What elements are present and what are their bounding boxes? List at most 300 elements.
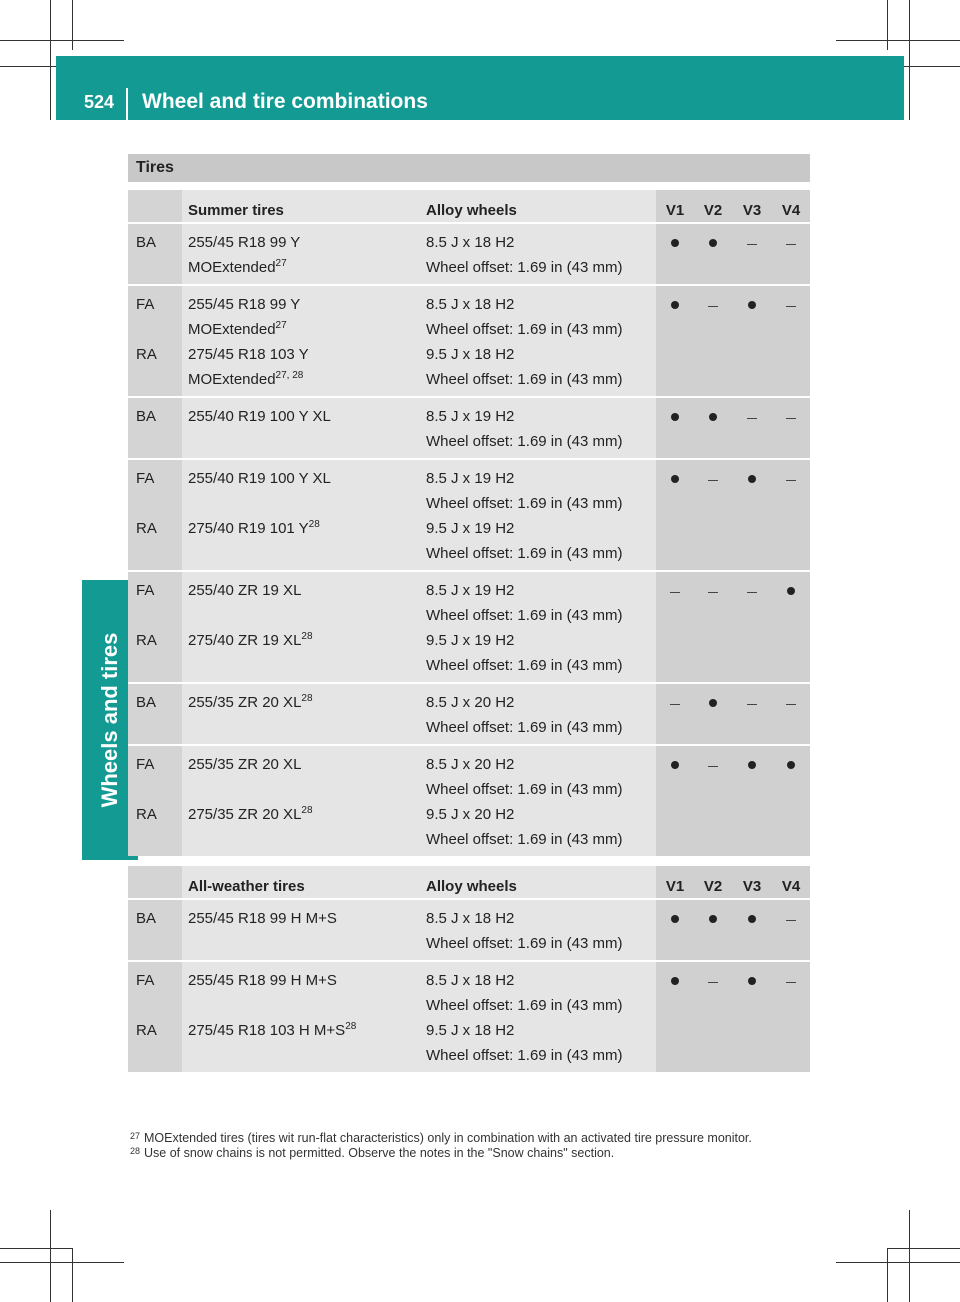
- axle-label: BA: [136, 234, 157, 251]
- dot-icon: [671, 915, 679, 923]
- table-row: [128, 222, 810, 284]
- side-tab-label: Wheels and tires: [97, 632, 122, 808]
- cell-content: [772, 684, 810, 709]
- footnote-text: MOExtended tires (tires wit run-flat characteristics) only in combination with an activated tire pressure monitor.: [144, 1131, 752, 1145]
- variant-cell-v2: [694, 396, 732, 458]
- cell-content: [426, 962, 656, 1070]
- cell-content: [656, 224, 694, 251]
- header-tire-type: All-weather tires: [182, 866, 420, 898]
- crop-mark: [909, 1210, 910, 1302]
- dot-icon: [671, 761, 679, 769]
- tire-cell: [182, 570, 420, 682]
- dot-icon: [671, 475, 679, 483]
- variant-cell-v1: [656, 458, 694, 570]
- tire-size: 255/40 R19 100 Y XL: [188, 408, 331, 425]
- cell-content: [656, 900, 694, 927]
- wheel-line: 8.5 J x 18 H2: [426, 296, 515, 313]
- dot-icon: [709, 699, 717, 707]
- dot-icon: [748, 301, 756, 309]
- axle-label: [136, 543, 182, 568]
- cell-content: [426, 460, 656, 568]
- variant-cell-v2: [694, 222, 732, 284]
- crop-mark: [836, 1262, 960, 1263]
- dash-icon: [708, 766, 718, 767]
- cell-content: [656, 684, 694, 709]
- tire-size: 255/45 R18 99 H M+S: [188, 910, 337, 927]
- wheel-line: Wheel offset: 1.69 in (43 mm): [426, 371, 623, 388]
- cell-content: [188, 460, 420, 543]
- wheel-line: 9.5 J x 19 H2: [426, 632, 515, 649]
- cell-content: [732, 286, 772, 313]
- tire-line: [188, 1020, 420, 1045]
- variant-cell-v1: [656, 284, 694, 396]
- crop-mark: [72, 1248, 73, 1302]
- dash-icon: [786, 244, 796, 245]
- wheel-line: Wheel offset: 1.69 in (43 mm): [426, 545, 623, 562]
- cell-content: [694, 286, 732, 311]
- dot-icon: [787, 761, 795, 769]
- page-number: 524: [84, 92, 115, 112]
- table-row: [128, 682, 810, 744]
- cell-content: [136, 460, 182, 568]
- cell-content: [656, 572, 694, 597]
- cell-content: [656, 962, 694, 989]
- wheel-line: 8.5 J x 18 H2: [426, 910, 515, 927]
- axle-label: BA: [136, 694, 157, 711]
- footnote-ref: 28: [301, 631, 313, 642]
- tire-cell: [182, 744, 420, 856]
- wheel-line: 8.5 J x 19 H2: [426, 582, 515, 599]
- variant-cell-v4: [772, 682, 810, 744]
- dash-icon: [786, 920, 796, 921]
- wheel-cell: [420, 458, 656, 570]
- wheel-line: 8.5 J x 20 H2: [426, 756, 515, 773]
- cell-content: [426, 224, 656, 282]
- page-title: Wheel and tire combinations: [142, 90, 428, 113]
- crop-mark: [0, 66, 60, 67]
- crop-mark: [72, 0, 73, 50]
- axle-label: [136, 493, 182, 518]
- cell-content: [426, 286, 656, 394]
- variant-cell-v1: [656, 222, 694, 284]
- cell-content: [188, 684, 420, 717]
- cell-content: [694, 224, 732, 251]
- cell-content: [656, 746, 694, 773]
- tire-line: [188, 344, 420, 369]
- dot-icon: [748, 761, 756, 769]
- wheel-line: 9.5 J x 18 H2: [426, 1022, 515, 1039]
- crop-mark: [50, 1210, 51, 1302]
- axle-cell: [128, 682, 182, 744]
- wheel-cell: [420, 960, 656, 1072]
- cell-content: [732, 460, 772, 487]
- tire-line: [188, 804, 420, 829]
- axle-cell: [128, 898, 182, 960]
- dash-icon: [786, 306, 796, 307]
- cell-content: [136, 572, 182, 680]
- cell-content: [136, 684, 182, 717]
- cell-content: [772, 460, 810, 485]
- crop-mark: [50, 0, 51, 120]
- tire-line: [188, 518, 420, 543]
- header-v2: V2: [694, 190, 732, 222]
- variant-cell-v3: [732, 570, 772, 682]
- wheel-line: 8.5 J x 18 H2: [426, 234, 515, 251]
- variant-cell-v2: [694, 960, 732, 1072]
- cell-content: [732, 684, 772, 709]
- dot-icon: [709, 915, 717, 923]
- tire-line: [188, 232, 420, 257]
- dot-icon: [787, 587, 795, 595]
- variant-cell-v4: [772, 898, 810, 960]
- tire-line: [188, 754, 420, 779]
- variant-cell-v1: [656, 396, 694, 458]
- variant-cell-v1: [656, 744, 694, 856]
- variant-cell-v2: [694, 898, 732, 960]
- axle-cell: [128, 570, 182, 682]
- dash-icon: [708, 982, 718, 983]
- variant-cell-v1: [656, 570, 694, 682]
- table-header-row: [128, 190, 810, 222]
- tire-cell: [182, 960, 420, 1072]
- axle-label: RA: [136, 520, 157, 537]
- axle-label: BA: [136, 910, 157, 927]
- crop-mark: [0, 1248, 72, 1249]
- axle-label: [136, 655, 182, 680]
- dot-icon: [748, 915, 756, 923]
- crop-mark: [888, 1248, 960, 1249]
- variant-cell-v3: [732, 458, 772, 570]
- tire-size: 275/40 ZR 19 XL: [188, 632, 302, 649]
- cell-content: [188, 900, 420, 933]
- footnote: [130, 1131, 830, 1146]
- variant-cell-v3: [732, 960, 772, 1072]
- footnote-number: 28: [130, 1146, 141, 1156]
- tire-line: [188, 468, 420, 493]
- dot-icon: [671, 977, 679, 985]
- cell-content: [136, 224, 182, 257]
- cell-content: [426, 746, 656, 854]
- wheel-line: Wheel offset: 1.69 in (43 mm): [426, 495, 623, 512]
- axle-label: [136, 369, 182, 394]
- tire-size: 275/40 R19 101 Y: [188, 520, 309, 537]
- variant-cell-v2: [694, 570, 732, 682]
- dash-icon: [747, 592, 757, 593]
- dot-icon: [671, 301, 679, 309]
- header-alloy-wheels: Alloy wheels: [420, 866, 656, 898]
- cell-content: [772, 572, 810, 599]
- axle-cell: [128, 744, 182, 856]
- dash-icon: [747, 244, 757, 245]
- wheel-line: Wheel offset: 1.69 in (43 mm): [426, 321, 623, 338]
- axle-label: BA: [136, 408, 157, 425]
- dash-icon: [708, 592, 718, 593]
- tire-size: 255/35 ZR 20 XL: [188, 756, 302, 773]
- tire-cell: [182, 458, 420, 570]
- wheel-cell: [420, 744, 656, 856]
- cell-content: [656, 398, 694, 425]
- cell-content: [188, 398, 420, 431]
- variant-cell-v3: [732, 396, 772, 458]
- dash-icon: [786, 418, 796, 419]
- dot-icon: [671, 239, 679, 247]
- wheel-line: 8.5 J x 19 H2: [426, 408, 515, 425]
- table-row: [128, 960, 810, 1072]
- wheel-cell: [420, 570, 656, 682]
- header-v4: V4: [772, 866, 810, 898]
- tire-line: [188, 779, 420, 804]
- footnote-text: Use of snow chains is not permitted. Observe the notes in the "Snow chains" section.: [144, 1146, 615, 1160]
- axle-label: [136, 605, 182, 630]
- allweather-tires-table: [128, 866, 810, 1072]
- wheel-line: Wheel offset: 1.69 in (43 mm): [426, 657, 623, 674]
- cell-content: [694, 460, 732, 485]
- cell-content: [188, 224, 420, 282]
- table-row: [128, 570, 810, 682]
- dash-icon: [670, 592, 680, 593]
- tire-size: MOExtended: [188, 259, 276, 276]
- cell-content: [694, 572, 732, 597]
- axle-label: [136, 829, 182, 854]
- tire-size: MOExtended: [188, 371, 276, 388]
- cell-content: [694, 746, 732, 771]
- tire-size: 255/45 R18 99 Y: [188, 296, 301, 313]
- cell-content: [136, 398, 182, 431]
- cell-content: [772, 286, 810, 311]
- cell-content: [426, 684, 656, 742]
- tire-size: MOExtended: [188, 321, 276, 338]
- footnote-ref: 28: [345, 1021, 357, 1032]
- header-blank: [128, 866, 182, 898]
- variant-cell-v4: [772, 744, 810, 856]
- axle-label: [136, 995, 182, 1020]
- wheel-line: Wheel offset: 1.69 in (43 mm): [426, 935, 623, 952]
- tire-size: 275/35 ZR 20 XL: [188, 806, 302, 823]
- wheel-line: 9.5 J x 18 H2: [426, 346, 515, 363]
- table-header-row: [128, 866, 810, 898]
- dash-icon: [786, 480, 796, 481]
- footnotes: [130, 1131, 830, 1161]
- header-v3: V3: [732, 190, 772, 222]
- dot-icon: [748, 977, 756, 985]
- tire-line: [188, 406, 420, 431]
- cell-content: [732, 746, 772, 773]
- variant-cell-v4: [772, 570, 810, 682]
- wheel-line: Wheel offset: 1.69 in (43 mm): [426, 607, 623, 624]
- wheel-line: 8.5 J x 19 H2: [426, 470, 515, 487]
- wheel-cell: [420, 284, 656, 396]
- cell-content: [656, 286, 694, 313]
- wheel-line: 9.5 J x 19 H2: [426, 520, 515, 537]
- cell-content: [136, 900, 182, 933]
- axle-label: RA: [136, 806, 157, 823]
- cell-content: [188, 572, 420, 655]
- cell-content: [732, 962, 772, 989]
- axle-cell: [128, 458, 182, 570]
- cell-content: [188, 746, 420, 829]
- tire-size: 255/35 ZR 20 XL: [188, 694, 302, 711]
- variant-cell-v1: [656, 960, 694, 1072]
- header-tire-type: Summer tires: [182, 190, 420, 222]
- axle-label: FA: [136, 470, 155, 487]
- crop-mark: [887, 0, 888, 50]
- dot-icon: [709, 239, 717, 247]
- axle-cell: [128, 396, 182, 458]
- dash-icon: [747, 704, 757, 705]
- cell-content: [732, 224, 772, 249]
- cell-content: [426, 572, 656, 680]
- variant-cell-v2: [694, 458, 732, 570]
- wheel-cell: [420, 396, 656, 458]
- wheel-line: 8.5 J x 18 H2: [426, 972, 515, 989]
- cell-content: [772, 746, 810, 773]
- wheel-line: Wheel offset: 1.69 in (43 mm): [426, 259, 623, 276]
- axle-label: RA: [136, 632, 157, 649]
- variant-cell-v4: [772, 960, 810, 1072]
- dash-icon: [708, 306, 718, 307]
- dash-icon: [670, 704, 680, 705]
- tire-line: [188, 257, 420, 282]
- table-row: [128, 396, 810, 458]
- tire-line: [188, 580, 420, 605]
- crop-mark: [909, 0, 910, 120]
- tire-line: [188, 692, 420, 717]
- variant-cell-v3: [732, 898, 772, 960]
- wheel-line: Wheel offset: 1.69 in (43 mm): [426, 1047, 623, 1064]
- footnote-ref: 28: [301, 693, 313, 704]
- variant-cell-v4: [772, 222, 810, 284]
- axle-label: [136, 319, 182, 344]
- wheel-cell: [420, 682, 656, 744]
- dash-icon: [786, 704, 796, 705]
- cell-content: [772, 224, 810, 249]
- variant-cell-v3: [732, 222, 772, 284]
- footnote: [130, 1146, 830, 1161]
- cell-content: [694, 684, 732, 711]
- footnote-number: 27: [130, 1131, 141, 1141]
- variant-cell-v4: [772, 284, 810, 396]
- crop-mark: [0, 1262, 124, 1263]
- wheel-cell: [420, 222, 656, 284]
- wheel-line: Wheel offset: 1.69 in (43 mm): [426, 831, 623, 848]
- cell-content: [732, 398, 772, 423]
- tire-line: [188, 294, 420, 319]
- header-v1: V1: [656, 866, 694, 898]
- axle-label: FA: [136, 582, 155, 599]
- tire-cell: [182, 898, 420, 960]
- variant-cell-v4: [772, 458, 810, 570]
- section-title: Tires: [136, 159, 174, 176]
- variant-cell-v3: [732, 744, 772, 856]
- cell-content: [772, 900, 810, 925]
- wheel-line: Wheel offset: 1.69 in (43 mm): [426, 433, 623, 450]
- crop-mark: [887, 1248, 888, 1302]
- cell-content: [772, 962, 810, 987]
- variant-cell-v3: [732, 682, 772, 744]
- footnote-ref: 27, 28: [275, 370, 304, 381]
- tire-cell: [182, 396, 420, 458]
- table-row: [128, 898, 810, 960]
- tire-size: 275/45 R18 103 Y: [188, 346, 309, 363]
- axle-label: RA: [136, 1022, 157, 1039]
- tire-line: [188, 369, 420, 394]
- tire-line: [188, 319, 420, 344]
- variant-cell-v2: [694, 682, 732, 744]
- tire-cell: [182, 682, 420, 744]
- header-v4: V4: [772, 190, 810, 222]
- tire-size: 255/40 ZR 19 XL: [188, 582, 302, 599]
- axle-cell: [128, 222, 182, 284]
- axle-label: [136, 1045, 182, 1070]
- footnote-ref: 28: [308, 519, 320, 530]
- cell-content: [426, 900, 656, 958]
- dot-icon: [748, 475, 756, 483]
- header-v1: V1: [656, 190, 694, 222]
- cell-content: [694, 398, 732, 425]
- cell-content: [732, 572, 772, 597]
- dash-icon: [786, 982, 796, 983]
- axle-label: FA: [136, 296, 155, 313]
- tire-line: [188, 605, 420, 630]
- crop-mark: [836, 40, 960, 41]
- cell-content: [772, 398, 810, 423]
- axle-label: FA: [136, 972, 155, 989]
- footnote-ref: 27: [275, 320, 287, 331]
- tire-cell: [182, 284, 420, 396]
- variant-cell-v2: [694, 284, 732, 396]
- summer-tires-table: [128, 190, 810, 856]
- header-v2: V2: [694, 866, 732, 898]
- header-divider: [126, 88, 128, 120]
- cell-content: [136, 746, 182, 854]
- wheel-line: 9.5 J x 20 H2: [426, 806, 515, 823]
- tire-cell: [182, 222, 420, 284]
- cell-content: [136, 962, 182, 1070]
- wheel-line: 8.5 J x 20 H2: [426, 694, 515, 711]
- cell-content: [136, 286, 182, 394]
- wheel-line: Wheel offset: 1.69 in (43 mm): [426, 997, 623, 1014]
- cell-content: [188, 962, 420, 1045]
- tire-line: [188, 970, 420, 995]
- dot-icon: [671, 413, 679, 421]
- footnote-ref: 27: [275, 258, 287, 269]
- axle-label: RA: [136, 346, 157, 363]
- tire-size: 255/45 R18 99 H M+S: [188, 972, 337, 989]
- table-row: [128, 284, 810, 396]
- cell-content: [732, 900, 772, 927]
- section-title-bar: [128, 154, 810, 182]
- dot-icon: [709, 413, 717, 421]
- header-v3: V3: [732, 866, 772, 898]
- tire-line: [188, 630, 420, 655]
- wheel-line: Wheel offset: 1.69 in (43 mm): [426, 781, 623, 798]
- tire-line: [188, 908, 420, 933]
- tire-size: 255/45 R18 99 Y: [188, 234, 301, 251]
- axle-cell: [128, 284, 182, 396]
- wheel-cell: [420, 898, 656, 960]
- table-row: [128, 458, 810, 570]
- variant-cell-v1: [656, 898, 694, 960]
- cell-content: [188, 286, 420, 394]
- header-blank: [128, 190, 182, 222]
- cell-content: [426, 398, 656, 456]
- cell-content: [694, 900, 732, 927]
- header-alloy-wheels: Alloy wheels: [420, 190, 656, 222]
- axle-cell: [128, 960, 182, 1072]
- axle-label: FA: [136, 756, 155, 773]
- tire-size: 255/40 R19 100 Y XL: [188, 470, 331, 487]
- variant-cell-v2: [694, 744, 732, 856]
